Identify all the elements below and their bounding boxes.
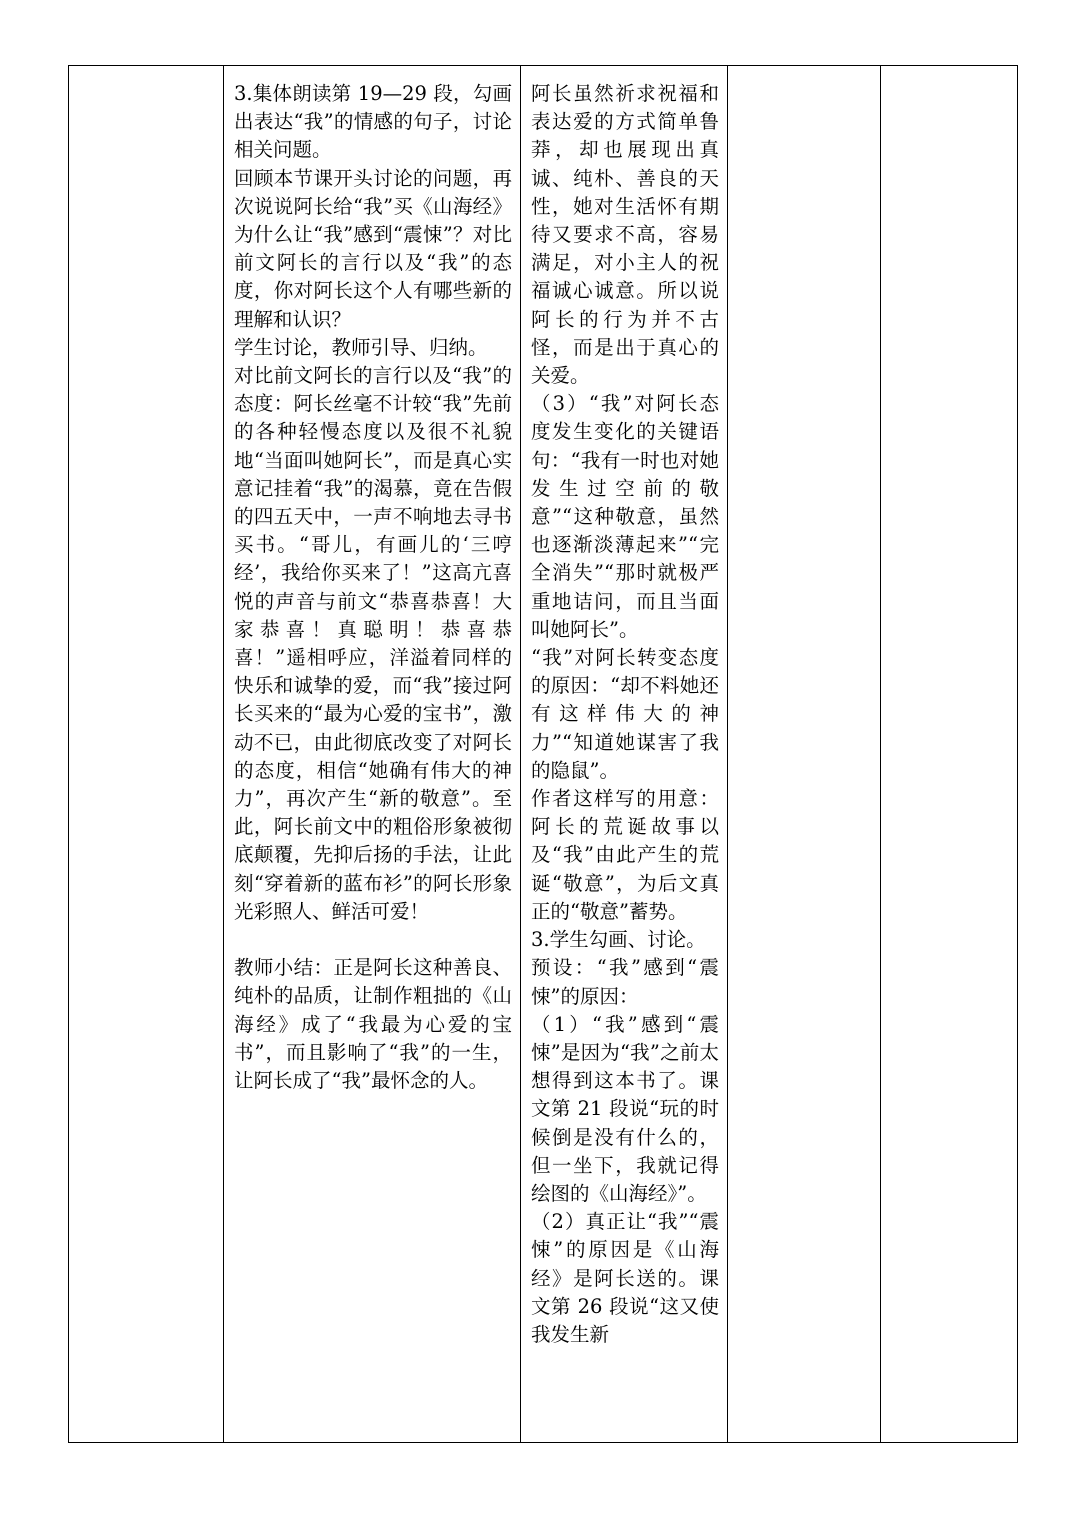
teacher-paragraph: 学生讨论，教师引导、归纳。: [234, 335, 488, 359]
teacher-paragraph: 对比前文阿长的言行以及“我”的态度：阿长丝毫不计较“我”先前的各种轻慢态度以及很不礼貌地“当面叫她阿长”，而是真心实意记挂着“我”的渴慕，竟在告假的四五天中，一声不响地去寻书买书。“哥儿，有画儿的‘三哼经’，我给你买来了！”这高亢喜悦的声音与前文“恭喜恭喜！大家恭喜！真聪明！恭喜恭喜！”遥相呼应，洋溢着同样的快乐和诚挚的爱，而“我”接过阿长买来的“最为心爱的宝书”，激动不已，由此彻底改变了对阿长的态度，相信“她确有伟大的神力”，再次产生“新的敬意”。至此，阿长前文中的粗俗形象被彻底颠覆，先抑后扬的手法，让此刻“穿着新的蓝布衫”的阿长形象光彩照人、鲜活可爱！: [234, 364, 512, 923]
notes-cell: [881, 66, 1018, 1443]
teacher-paragraph: 回顾本节课开头讨论的问题，再次说说阿长给“我”买《山海经》为什么让“我”感到“震悚”？对比前文阿长的言行以及“我”的态度，你对阿长这个人有哪些新的理解和认识？: [234, 166, 512, 331]
student-paragraph: 作者这样写的用意：阿长的荒诞故事以及“我”由此产生的荒诞“敬意”，为后文真正的“敬意”蓄势。: [531, 787, 719, 923]
student-paragraph: 预设：“我”感到“震悚”的原因：: [531, 956, 719, 1008]
teacher-activity-text: [224, 66, 520, 1095]
teacher-paragraph: 教师小结：正是阿长这种善良、纯朴的品质，让制作粗拙的《山海经》成了“我最为心爱的宝书”，而且影响了“我”的一生，让阿长成了“我”最怀念的人。: [234, 956, 512, 1093]
paragraph-gap: [234, 926, 512, 954]
table-row: [69, 66, 1018, 1443]
design-intent-cell: [728, 66, 881, 1443]
student-paragraph: （1）“我”感到“震悚”是因为“我”之前太想得到这本书了。课文第 21 段说“玩的时候倒是没有什么的，但一坐下，我就记得绘图的《山海经》”。: [531, 1012, 719, 1205]
student-paragraph: “我”对阿长转变态度的原因：“却不料她还有这样伟大的神力”“知道她谋害了我的隐鼠”。: [531, 646, 719, 782]
student-activity-text: [521, 66, 727, 1349]
teacher-activity-cell: [224, 66, 521, 1443]
lesson-plan-table: [68, 65, 1018, 1443]
teacher-paragraph: 3.集体朗读第 19—29 段，勾画出表达“我”的情感的句子，讨论相关问题。: [234, 82, 512, 162]
student-paragraph: （3）“我”对阿长态度发生变化的关键语句：“我有一时也对她发生过空前的敬意”“这种敬意，虽然也逐渐淡薄起来”“完全消失”“那时就极严重地诘问，而且当面叫她阿长”。: [531, 392, 719, 641]
student-activity-cell: [521, 66, 728, 1443]
student-paragraph: 阿长虽然祈求祝福和表达爱的方式简单鲁莽，却也展现出真诚、纯朴、善良的天性，她对生活怀有期待又要求不高，容易满足，对小主人的祝福诚心诚意。所以说阿长的行为并不古怪，而是出于真心的关爱。: [531, 82, 719, 388]
student-paragraph: 3.学生勾画、讨论。: [531, 928, 706, 952]
section-cell: [69, 66, 224, 1443]
student-paragraph: （2）真正让“我”“震悚”的原因是《山海经》是阿长送的。课文第 26 段说“这又使我发生新: [531, 1210, 719, 1346]
